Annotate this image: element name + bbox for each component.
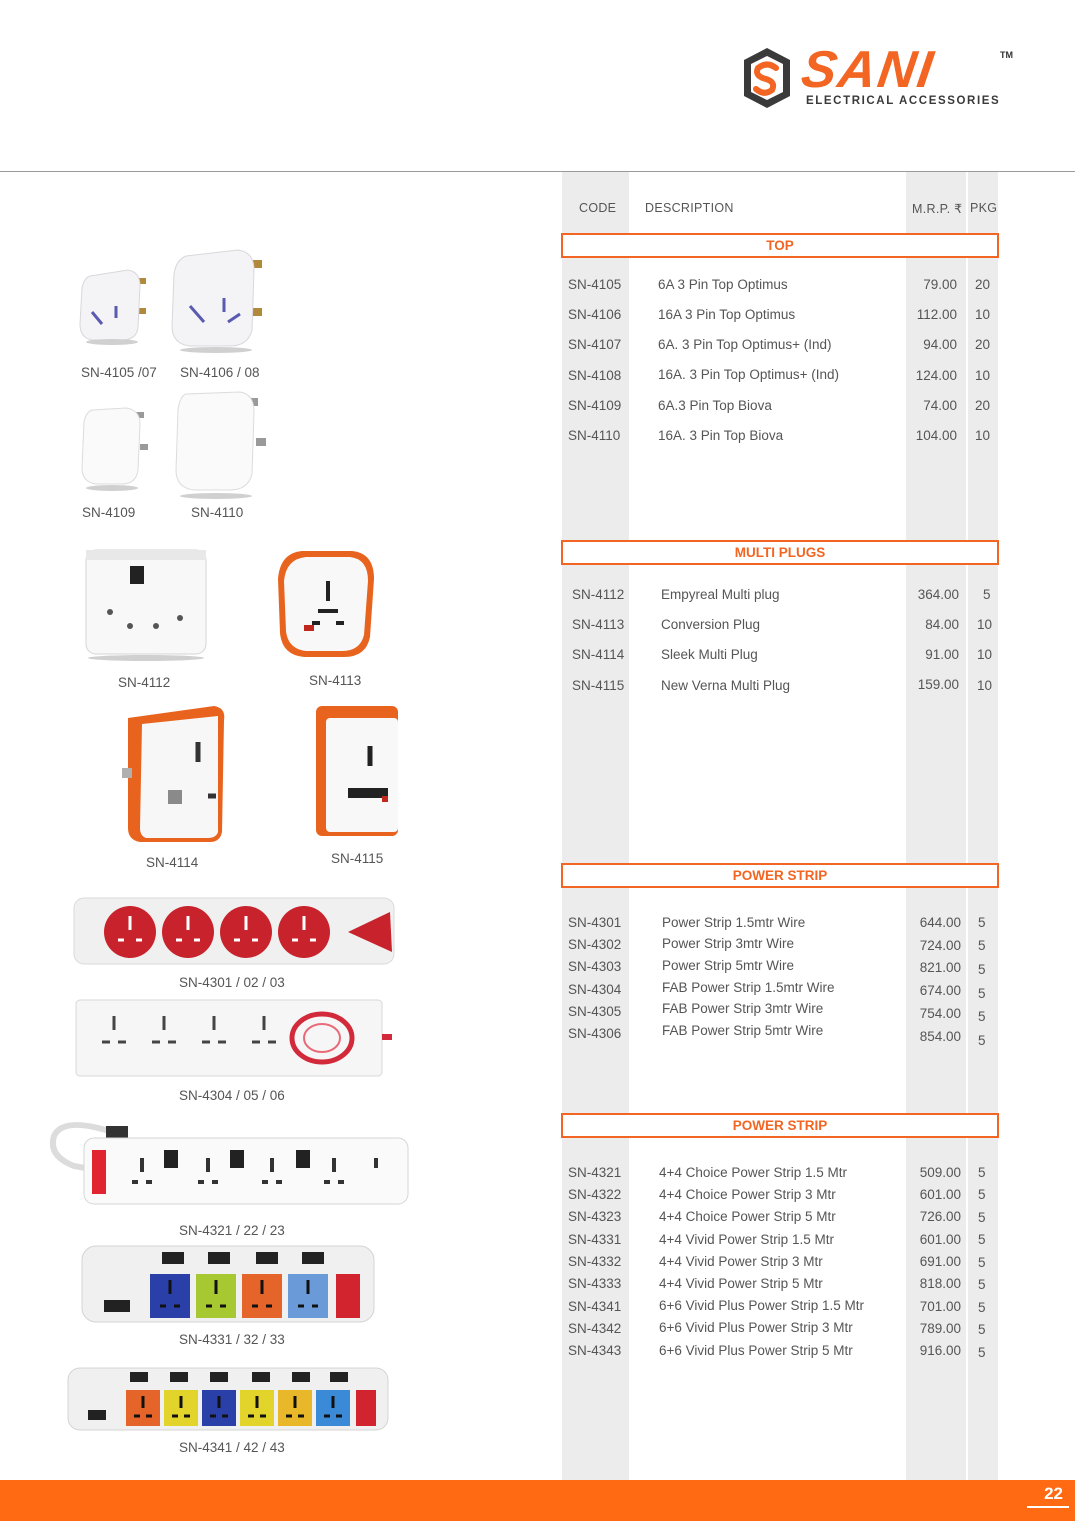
brand-tagline: ELECTRICAL ACCESSORIES [806,95,1001,107]
trademark-mark: TM [1000,50,1013,60]
row-mrp: 691.00 [919,1254,961,1269]
header-mrp: M.R.P. ₹ [912,202,963,216]
conversion-plug-image [274,545,382,663]
row-mrp: 644.00 [919,915,961,930]
row-code: SN-4105 [568,277,622,292]
row-mrp: 601.00 [919,1232,961,1247]
row-code: SN-4303 [568,959,622,974]
fab-power-strip-image [74,998,396,1078]
header-pkg: PKG [970,201,998,215]
row-description: 4+4 Choice Power Strip 5 Mtr [659,1209,836,1224]
brand-name: SANI [797,41,939,99]
row-code: SN-4341 [568,1299,622,1314]
row-code: SN-4305 [568,1004,622,1019]
row-description: Conversion Plug [661,617,761,632]
row-description: 6+6 Vivid Plus Power Strip 3 Mtr [659,1320,853,1335]
row-pkg: 20 [975,277,991,292]
row-pkg: 10 [975,307,991,322]
row-pkg: 5 [978,1300,986,1315]
row-pkg: 10 [977,678,993,693]
row-pkg: 5 [978,1277,986,1292]
product-label: SN-4304 / 05 / 06 [179,1088,285,1103]
row-pkg: 5 [978,1210,986,1225]
row-pkg: 5 [978,1345,986,1360]
row-pkg: 5 [978,986,986,1001]
row-description: 4+4 Choice Power Strip 1.5 Mtr [659,1165,847,1180]
row-code: SN-4304 [568,982,622,997]
row-description: 6A.3 Pin Top Biova [658,398,772,413]
row-mrp: 726.00 [919,1209,961,1224]
row-description: Empyreal Multi plug [661,587,780,602]
row-description: FAB Power Strip 3mtr Wire [662,1001,824,1016]
row-code: SN-4109 [568,398,622,413]
row-code: SN-4106 [568,307,622,322]
row-pkg: 5 [978,1187,986,1202]
row-pkg: 10 [975,428,991,443]
row-mrp: 854.00 [919,1029,961,1044]
row-pkg: 5 [978,962,986,977]
page-number-underline [1027,1506,1069,1508]
row-code: SN-4321 [568,1165,622,1180]
product-label: SN-4106 / 08 [180,365,260,380]
product-label: SN-4113 [309,673,362,688]
row-mrp: 789.00 [919,1321,961,1336]
row-pkg: 5 [978,1009,986,1024]
row-mrp: 364.00 [917,587,959,602]
row-description: Sleek Multi Plug [661,647,758,662]
product-label: SN-4114 [146,855,199,870]
vivid-power-strip-image [80,1244,376,1326]
plug-top-large-image [168,248,268,356]
plug-top-biova-large-image [170,388,270,502]
row-code: SN-4322 [568,1187,622,1202]
row-pkg: 20 [975,337,991,352]
row-description: FAB Power Strip 1.5mtr Wire [662,980,835,995]
header-description: DESCRIPTION [645,201,734,215]
row-description: Power Strip 3mtr Wire [662,936,795,951]
row-description: 4+4 Vivid Power Strip 1.5 Mtr [659,1232,834,1247]
row-code: SN-4112 [572,587,625,602]
row-code: SN-4108 [568,368,622,383]
row-mrp: 821.00 [919,960,961,975]
row-pkg: 5 [978,1165,986,1180]
row-mrp: 818.00 [919,1276,961,1291]
row-mrp: 701.00 [919,1299,961,1314]
row-description: 6A 3 Pin Top Optimus [658,277,788,292]
empyreal-multi-plug-image [82,546,212,662]
product-label: SN-4301 / 02 / 03 [179,975,285,990]
row-code: SN-4331 [568,1232,622,1247]
section-title-top: TOP [561,233,999,258]
row-description: 4+4 Choice Power Strip 3 Mtr [659,1187,836,1202]
row-description: 6+6 Vivid Plus Power Strip 5 Mtr [659,1343,853,1358]
brand-logo [742,41,1022,116]
row-pkg: 5 [978,1033,986,1048]
row-mrp: 79.00 [923,277,957,292]
row-code: SN-4301 [568,915,622,930]
row-description: 16A. 3 Pin Top Optimus+ (Ind) [658,367,839,382]
row-code: SN-4302 [568,937,622,952]
row-code: SN-4342 [568,1321,622,1336]
row-description: 6A. 3 Pin Top Optimus+ (Ind) [658,337,832,352]
row-code: SN-4115 [572,678,625,693]
page-number: 22 [1044,1484,1063,1503]
row-mrp: 601.00 [919,1187,961,1202]
row-pkg: 5 [978,1232,986,1247]
row-mrp: 159.00 [917,677,959,692]
row-mrp: 674.00 [919,983,961,998]
vivid-plus-power-strip-image [66,1366,390,1434]
row-mrp: 124.00 [915,368,957,383]
product-label: SN-4341 / 42 / 43 [179,1440,285,1455]
row-mrp: 112.00 [916,307,957,322]
footer-bar [0,1480,1075,1521]
row-code: SN-4110 [568,428,621,443]
section-title-power-strip: POWER STRIP [561,1113,999,1138]
verna-multi-plug-image [312,702,402,840]
row-code: SN-4114 [572,647,625,662]
product-label: SN-4331 / 32 / 33 [179,1332,285,1347]
section-title-power-strip: POWER STRIP [561,863,999,888]
choice-power-strip-image [44,1110,412,1210]
product-label: SN-4105 /07 [81,365,157,380]
sleek-multi-plug-image [118,702,230,846]
row-mrp: 754.00 [919,1006,961,1021]
row-pkg: 20 [975,398,991,413]
row-pkg: 10 [977,617,993,632]
row-code: SN-4306 [568,1026,622,1041]
row-pkg: 10 [977,647,993,662]
row-code: SN-4113 [572,617,625,632]
row-code: SN-4323 [568,1209,622,1224]
product-label: SN-4112 [118,675,171,690]
row-pkg: 5 [978,1322,986,1337]
row-description: 4+4 Vivid Power Strip 3 Mtr [659,1254,823,1269]
row-pkg: 5 [978,1255,986,1270]
row-code: SN-4107 [568,337,622,352]
product-label: SN-4109 [82,505,136,520]
row-pkg: 5 [983,587,991,602]
row-description: FAB Power Strip 5mtr Wire [662,1023,824,1038]
row-mrp: 74.00 [923,398,957,413]
row-mrp: 91.00 [925,647,959,662]
plug-top-biova-small-image [78,404,150,492]
row-code: SN-4343 [568,1343,622,1358]
row-pkg: 5 [978,915,986,930]
row-pkg: 10 [975,368,991,383]
row-description: 16A 3 Pin Top Optimus [658,307,796,322]
row-description: 6+6 Vivid Plus Power Strip 1.5 Mtr [659,1298,864,1313]
row-mrp: 84.00 [925,617,959,632]
header-code: CODE [579,201,617,215]
row-description: 16A. 3 Pin Top Biova [658,428,784,443]
row-mrp: 94.00 [923,337,957,352]
product-label: SN-4321 / 22 / 23 [179,1223,285,1238]
row-description: Power Strip 1.5mtr Wire [662,915,806,930]
row-mrp: 916.00 [919,1343,961,1358]
power-strip-red-image [72,896,396,968]
product-label: SN-4115 [331,851,384,866]
row-code: SN-4333 [568,1276,622,1291]
row-code: SN-4332 [568,1254,622,1269]
product-label: SN-4110 [191,505,244,520]
row-description: Power Strip 5mtr Wire [662,958,795,973]
row-mrp: 104.00 [915,428,957,443]
plug-top-small-image [76,268,148,348]
sani-logo-icon [742,46,792,110]
row-description: 4+4 Vivid Power Strip 5 Mtr [659,1276,823,1291]
section-title-multi-plugs: MULTI PLUGS [561,540,999,565]
row-mrp: 724.00 [919,938,961,953]
row-pkg: 5 [978,938,986,953]
row-description: New Verna Multi Plug [661,678,791,693]
row-mrp: 509.00 [919,1165,961,1180]
